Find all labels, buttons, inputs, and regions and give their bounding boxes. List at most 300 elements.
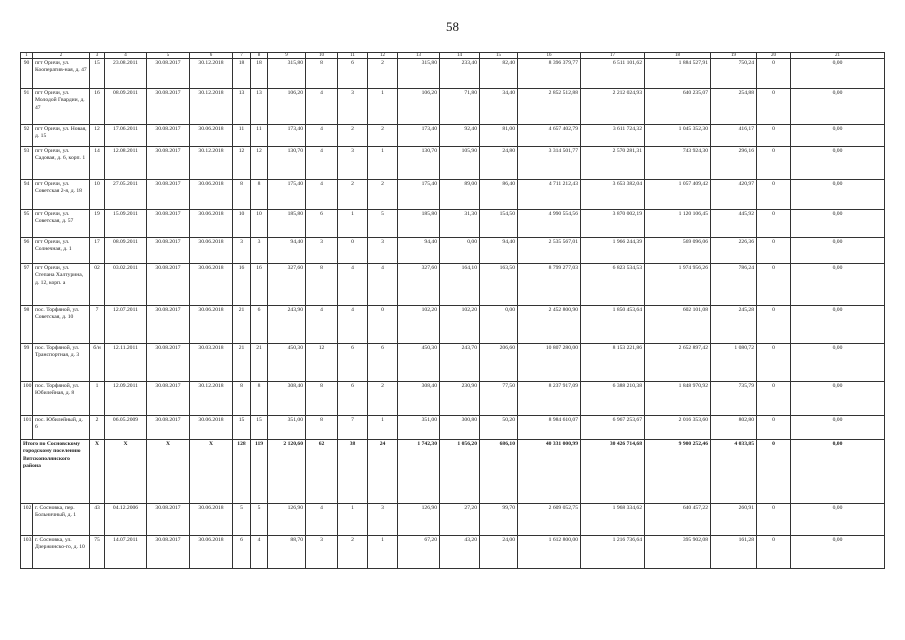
column-number: 10	[306, 53, 338, 59]
table-cell: 2 609 052,75	[518, 504, 581, 536]
table-cell: 30.08.2017	[147, 306, 190, 344]
table-cell: 02	[90, 264, 105, 306]
table-cell: 4 711 212,43	[518, 180, 581, 210]
table-cell: 450,30	[398, 344, 440, 382]
table-cell: 173,40	[398, 125, 440, 147]
table-cell: 296,16	[711, 147, 757, 180]
table-cell: 94,40	[268, 238, 306, 264]
column-number: 11	[338, 53, 368, 59]
table-cell: 1	[368, 89, 398, 125]
table-cell: 300,80	[440, 416, 480, 440]
table-cell: пос. Юбилейный, д. 6	[33, 416, 90, 440]
table-cell: 1	[368, 147, 398, 180]
table-cell: 30.03.2018	[190, 344, 233, 382]
table-cell: 4 033,85	[711, 440, 757, 504]
table-cell: пгт Оричи, ул. Новая, д. 15	[33, 125, 90, 147]
table-cell: 128	[233, 440, 251, 504]
total-row	[21, 440, 885, 504]
table-cell: 161,28	[711, 536, 757, 569]
table-cell: 308,40	[268, 382, 306, 416]
table-row	[21, 147, 885, 180]
table-cell: 185,80	[268, 210, 306, 238]
table-cell: 18	[233, 59, 251, 89]
table-cell: 245,28	[711, 306, 757, 344]
table-row	[21, 180, 885, 210]
table-cell: 0	[338, 238, 368, 264]
table-cell: 173,40	[268, 125, 306, 147]
table-row	[21, 306, 885, 344]
table-cell: 16	[251, 264, 268, 306]
table-cell: 206,60	[480, 344, 518, 382]
table-cell: 0,00	[440, 238, 480, 264]
table-cell: 2	[368, 125, 398, 147]
table-cell: 8 237 917,09	[518, 382, 581, 416]
table-cell: 0	[757, 536, 791, 569]
table-cell: 91	[21, 89, 33, 125]
page-number: 58	[446, 19, 459, 34]
table-cell: 3	[306, 238, 338, 264]
table-cell: 94	[21, 180, 33, 210]
table-cell: 0	[757, 210, 791, 238]
table-cell: X	[147, 440, 190, 504]
table-row	[21, 238, 885, 264]
table-cell: 77,50	[480, 382, 518, 416]
table-cell: 8	[233, 180, 251, 210]
table-cell: 3 611 724,32	[581, 125, 645, 147]
table-cell: 6	[338, 59, 368, 89]
table-cell: 1 057 409,42	[645, 180, 711, 210]
table-cell: б/н	[90, 344, 105, 382]
table-cell: 0,00	[791, 210, 885, 238]
table-row	[21, 382, 885, 416]
table-cell: 30.08.2017	[147, 382, 190, 416]
table-cell: 6	[368, 344, 398, 382]
table-cell: 19	[90, 210, 105, 238]
table-cell: 30.06.2018	[190, 416, 233, 440]
table-cell: 2	[368, 59, 398, 89]
table-cell: 30.12.2018	[190, 382, 233, 416]
column-number: 1	[21, 53, 33, 59]
table-cell: 30.08.2017	[147, 344, 190, 382]
table-cell: 14.07.2011	[105, 536, 147, 569]
table-cell: пгт Оричи, ул. Степана Халтурина, д. 12, корп. а	[33, 264, 90, 306]
table-cell: 0,00	[791, 536, 885, 569]
table-cell: 30.06.2018	[190, 125, 233, 147]
table-cell: 351,00	[398, 416, 440, 440]
table-cell: 2 120,60	[268, 440, 306, 504]
table-cell: 6	[338, 344, 368, 382]
table-cell: 92,40	[440, 125, 480, 147]
table-cell: 30.08.2017	[147, 180, 190, 210]
table-cell: 802,80	[711, 416, 757, 440]
table-cell: 90	[21, 59, 33, 89]
table-cell: 101	[21, 416, 33, 440]
table-cell: 30.12.2018	[190, 89, 233, 125]
table-cell: 13	[233, 89, 251, 125]
table-cell: 1 884 527,91	[645, 59, 711, 89]
table-cell: 2	[90, 416, 105, 440]
table-cell: 82,40	[480, 59, 518, 89]
table-cell: 8 153 221,86	[581, 344, 645, 382]
table-cell: 175,40	[398, 180, 440, 210]
table-cell: 21	[251, 344, 268, 382]
table-cell: 735,79	[711, 382, 757, 416]
table-cell: 0	[757, 89, 791, 125]
table-cell: 0	[757, 504, 791, 536]
table-cell: 30.12.2018	[190, 147, 233, 180]
table-row	[21, 344, 885, 382]
table-cell: 640 235,07	[645, 89, 711, 125]
table-cell: 10	[90, 180, 105, 210]
table-cell: 0	[368, 306, 398, 344]
table-cell: 34,40	[480, 89, 518, 125]
table-cell: 1	[368, 416, 398, 440]
table-cell: 2 535 567,01	[518, 238, 581, 264]
table-cell: 420,97	[711, 180, 757, 210]
table-cell: 67,20	[398, 536, 440, 569]
table-cell: 10	[251, 210, 268, 238]
table-cell: 1 080,72	[711, 344, 757, 382]
column-number: 20	[757, 53, 791, 59]
table-cell: 2 852 512,88	[518, 89, 581, 125]
table-cell: 1 968 334,62	[581, 504, 645, 536]
table-cell: 1	[338, 504, 368, 536]
table-cell: пгт Оричи, ул. Солнечная, д. 1	[33, 238, 90, 264]
table-cell: 17.06.2011	[105, 125, 147, 147]
table-cell: пгт Оричи, ул. Молодой Гвардии, д. 47	[33, 89, 90, 125]
column-number: 3	[90, 53, 105, 59]
table-cell: 30.06.2018	[190, 306, 233, 344]
table-cell: 6	[306, 210, 338, 238]
table-cell: 254,88	[711, 89, 757, 125]
table-cell: 38	[338, 440, 368, 504]
column-number: 8	[251, 53, 268, 59]
table-cell: 10	[233, 210, 251, 238]
table-cell: 99	[21, 344, 33, 382]
table-cell: 0,00	[791, 440, 885, 504]
column-number: 12	[368, 53, 398, 59]
table-cell: X	[190, 440, 233, 504]
table-cell: 13	[251, 89, 268, 125]
table-cell: 71,80	[440, 89, 480, 125]
table-cell: 3	[306, 536, 338, 569]
table-cell: 24,80	[480, 147, 518, 180]
table-cell: 75	[90, 536, 105, 569]
column-number: 18	[645, 53, 711, 59]
table-cell: 8 396 379,77	[518, 59, 581, 89]
table-cell: 130,70	[268, 147, 306, 180]
table-cell: 14	[90, 147, 105, 180]
table-cell: 43,20	[440, 536, 480, 569]
table-cell: 12	[306, 344, 338, 382]
table-cell: 315,80	[398, 59, 440, 89]
table-cell: 94,40	[480, 238, 518, 264]
table-cell: 640 457,22	[645, 504, 711, 536]
column-number: 2	[33, 53, 90, 59]
table-cell: 0,00	[791, 59, 885, 89]
table-cell: 8	[306, 382, 338, 416]
table-cell: 2 652 897,42	[645, 344, 711, 382]
table-cell: 327,60	[268, 264, 306, 306]
table-cell: 102,20	[440, 306, 480, 344]
table-cell: 0,00	[791, 180, 885, 210]
table-cell: 4	[338, 264, 368, 306]
table-cell: 1 216 736,64	[581, 536, 645, 569]
table-cell: 5	[368, 210, 398, 238]
table-cell: 18	[251, 59, 268, 89]
column-number: 13	[398, 53, 440, 59]
table-cell: 260,91	[711, 504, 757, 536]
table-cell: 106,20	[268, 89, 306, 125]
table-cell: 0	[757, 180, 791, 210]
table-cell: 416,17	[711, 125, 757, 147]
table-cell: 308,40	[398, 382, 440, 416]
table-cell: 6 511 101,62	[581, 59, 645, 89]
table-cell: 3	[368, 504, 398, 536]
table-cell: 2 570 281,31	[581, 147, 645, 180]
table-cell: 30.08.2017	[147, 147, 190, 180]
table-cell: 30.06.2018	[190, 180, 233, 210]
table-cell: 30.08.2017	[147, 238, 190, 264]
table-cell: 569 096,06	[645, 238, 711, 264]
table-cell: 96	[21, 238, 33, 264]
table-cell: 8	[306, 416, 338, 440]
table-cell: 97	[21, 264, 33, 306]
table-cell: 1 966 244,39	[581, 238, 645, 264]
table-cell: 1 056,20	[440, 440, 480, 504]
table-cell: 0	[757, 264, 791, 306]
table-cell: пгт Оричи, ул. Советская, д. 57	[33, 210, 90, 238]
table-cell: 30.12.2018	[190, 59, 233, 89]
table-cell: X	[105, 440, 147, 504]
table-cell: 08.09.2011	[105, 238, 147, 264]
table-cell: 0	[757, 59, 791, 89]
table-cell: 6	[233, 536, 251, 569]
table-cell: 8 799 277,03	[518, 264, 581, 306]
table-row	[21, 504, 885, 536]
table-cell: 1 848 970,92	[645, 382, 711, 416]
table-cell: 4	[306, 125, 338, 147]
table-cell: 0	[757, 382, 791, 416]
table-cell: 03.02.2011	[105, 264, 147, 306]
table-cell: 130,70	[398, 147, 440, 180]
table-cell: 1	[368, 536, 398, 569]
table-cell: 98	[21, 306, 33, 344]
table-cell: 102	[21, 504, 33, 536]
table-cell: 30.08.2017	[147, 125, 190, 147]
table-cell: 243,90	[268, 306, 306, 344]
table-cell: 4	[306, 504, 338, 536]
table-cell: 0,00	[791, 89, 885, 125]
table-cell: 24	[368, 440, 398, 504]
table-cell: 126,90	[268, 504, 306, 536]
table-cell: 30.08.2017	[147, 536, 190, 569]
table-row	[21, 89, 885, 125]
column-number: 9	[268, 53, 306, 59]
table-cell: 1 974 956,26	[645, 264, 711, 306]
table-cell: 12.09.2011	[105, 382, 147, 416]
table-cell: 743 924,30	[645, 147, 711, 180]
table-cell: 3 653 382,04	[581, 180, 645, 210]
table-cell: 0,00	[791, 264, 885, 306]
table-cell: 9 900 252,46	[645, 440, 711, 504]
table-cell: 395 902,08	[645, 536, 711, 569]
table-cell: 06.05.2009	[105, 416, 147, 440]
table-cell: 86,40	[480, 180, 518, 210]
table-cell: 6 388 210,38	[581, 382, 645, 416]
table-cell: 81,00	[480, 125, 518, 147]
table-cell: 8 984 610,07	[518, 416, 581, 440]
table-cell: г. Сосновка, пер. Больничный, д. 1	[33, 504, 90, 536]
table-cell: 226,36	[711, 238, 757, 264]
table-cell: 2 212 024,93	[581, 89, 645, 125]
table-cell: 3	[338, 147, 368, 180]
table-cell: 2	[368, 382, 398, 416]
column-number: 19	[711, 53, 757, 59]
table-cell: 4	[306, 306, 338, 344]
table-cell: 30.06.2018	[190, 536, 233, 569]
table-cell: 30.06.2018	[190, 264, 233, 306]
table-cell: 3 314 501,77	[518, 147, 581, 180]
table-cell: пос. Торфяной, ул. Транспортная, д. 3	[33, 344, 90, 382]
table-cell: 30.06.2018	[190, 504, 233, 536]
table-cell: 243,70	[440, 344, 480, 382]
table-cell: 04.12.2006	[105, 504, 147, 536]
table-cell: 0	[757, 238, 791, 264]
table-cell: 12	[90, 125, 105, 147]
table-cell: 1	[90, 382, 105, 416]
table-cell: 3	[368, 238, 398, 264]
table-cell: 30.08.2017	[147, 416, 190, 440]
table-cell: 5	[251, 504, 268, 536]
table-cell: 21	[233, 344, 251, 382]
table-cell: 30.08.2017	[147, 264, 190, 306]
table-cell: 08.09.2011	[105, 89, 147, 125]
table-cell: 40 331 000,99	[518, 440, 581, 504]
table-cell: 2 452 800,90	[518, 306, 581, 344]
table-cell: 62	[306, 440, 338, 504]
table-cell: 230,90	[440, 382, 480, 416]
table-cell: 4	[306, 180, 338, 210]
table-cell: пгт Оричи, ул. Советская 2-я, д. 18	[33, 180, 90, 210]
table-cell: 5	[233, 504, 251, 536]
table-cell: 1 742,30	[398, 440, 440, 504]
table-cell: 102,20	[398, 306, 440, 344]
table-cell: 30.08.2017	[147, 59, 190, 89]
table-cell: 11	[233, 125, 251, 147]
table-cell: 154,50	[480, 210, 518, 238]
table-cell: 15	[233, 416, 251, 440]
table-cell: 88,70	[268, 536, 306, 569]
table-cell: 0,00	[791, 306, 885, 344]
table-row	[21, 264, 885, 306]
table-cell: 750,24	[711, 59, 757, 89]
table-cell: 686,10	[480, 440, 518, 504]
table-cell: 8	[233, 382, 251, 416]
table-cell: 4	[306, 147, 338, 180]
table-cell: 0	[757, 125, 791, 147]
column-number: 5	[147, 53, 190, 59]
table-cell: 6 823 534,53	[581, 264, 645, 306]
table-cell: 12.07.2011	[105, 306, 147, 344]
table-cell: 327,60	[398, 264, 440, 306]
table-cell: 450,30	[268, 344, 306, 382]
table-cell: пос. Торфяной, ул. Юбилейная, д. 8	[33, 382, 90, 416]
table-cell: 2	[338, 180, 368, 210]
column-number: 17	[581, 53, 645, 59]
table-cell: 89,00	[440, 180, 480, 210]
table-row	[21, 59, 885, 89]
table-cell: 30.06.2018	[190, 210, 233, 238]
table-cell: 16	[90, 89, 105, 125]
table-cell: 445,92	[711, 210, 757, 238]
column-number: 14	[440, 53, 480, 59]
table-cell: 10 807 280,00	[518, 344, 581, 382]
table-cell: 106,20	[398, 89, 440, 125]
table-cell: 30.06.2018	[190, 238, 233, 264]
table-cell: 4	[368, 264, 398, 306]
table-cell: 15	[251, 416, 268, 440]
column-number: 7	[233, 53, 251, 59]
table-cell: 6	[251, 306, 268, 344]
table-cell: 1 612 800,00	[518, 536, 581, 569]
table-cell: 2 016 353,60	[645, 416, 711, 440]
table-cell: 11	[251, 125, 268, 147]
table-cell: 23.08.2011	[105, 59, 147, 89]
total-label: Итого по Сосновскому городскому поселению Вятскополянского района	[21, 440, 90, 504]
table-cell: 4	[251, 536, 268, 569]
table-cell: 6	[338, 382, 368, 416]
table-cell: 4 990 554,56	[518, 210, 581, 238]
table-cell: 164,10	[440, 264, 480, 306]
table-cell: 2	[368, 180, 398, 210]
table-cell: 0	[757, 306, 791, 344]
table-cell: 3	[338, 89, 368, 125]
table-row	[21, 210, 885, 238]
table-cell: 4 657 402,79	[518, 125, 581, 147]
table-cell: 12.11.2011	[105, 344, 147, 382]
table-cell: 126,90	[398, 504, 440, 536]
table-cell: 602 101,08	[645, 306, 711, 344]
table-cell: 103	[21, 536, 33, 569]
table-cell: 4	[338, 306, 368, 344]
table-cell: пос. Торфяной, ул. Советская, д. 10	[33, 306, 90, 344]
table-cell: 17	[90, 238, 105, 264]
table-cell: г. Сосновка, ул. Дзержинско-го, д. 10	[33, 536, 90, 569]
table-cell: 27.05.2011	[105, 180, 147, 210]
table-row	[21, 416, 885, 440]
table-cell: 8	[306, 264, 338, 306]
table-cell: 175,40	[268, 180, 306, 210]
table-cell: 16	[233, 264, 251, 306]
table-cell: 0,00	[791, 504, 885, 536]
table-cell: 30.08.2017	[147, 210, 190, 238]
table-cell: 0,00	[480, 306, 518, 344]
table-cell: 1 045 352,30	[645, 125, 711, 147]
table-cell: 95	[21, 210, 33, 238]
table-cell: 1 120 106,45	[645, 210, 711, 238]
table-cell: 163,50	[480, 264, 518, 306]
table-cell: 15	[90, 59, 105, 89]
table-cell: 233,40	[440, 59, 480, 89]
table-cell: 93	[21, 147, 33, 180]
table-cell: 24,00	[480, 536, 518, 569]
column-number: 21	[791, 53, 885, 59]
table-cell: 0,00	[791, 238, 885, 264]
table-cell: 21	[233, 306, 251, 344]
table-cell: 99,70	[480, 504, 518, 536]
table-cell: 0,00	[791, 344, 885, 382]
